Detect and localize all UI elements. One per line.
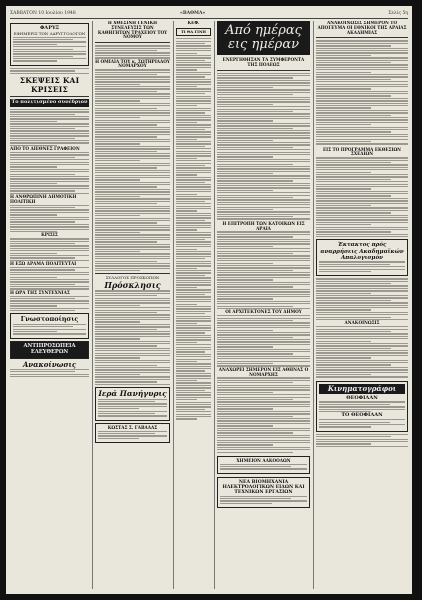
- column-rule: [313, 21, 314, 589]
- article-headline: Το πολιτισμένο συνέδριον: [11, 99, 88, 106]
- cinema-name: ΘΕΟΦΙΛΑΝ: [346, 394, 378, 401]
- box: [176, 28, 211, 36]
- masthead-title: ΦΑΡΥΞ: [39, 25, 60, 31]
- ad-title: Γνωστοποίησις: [20, 315, 79, 324]
- ad-title: Ιερά Πανήγυρις: [98, 388, 167, 398]
- ad-box-dark: [10, 341, 89, 359]
- cinema-box: [316, 381, 408, 432]
- ad-subtitle: Ανακοίνωσις: [22, 359, 77, 369]
- headline: Η ΧΘΕΣΙΝΗ ΓΕΝΙΚΗ ΣΥΝΕΛΕΥΣΙΣ ΤΩΝ ΚΑΘΗΓΗΤΩΝ ΤΡΑΧΕΙΟΥ ΤΟΥ ΝΟΜΟΥ: [97, 21, 168, 40]
- subheading: ΕΙΣ ΤΟ ΠΡΟΓΡΑΜΜΑ ΕΚΘΕΣΙΩΝ ΣΧΕΔΙΩΝ: [322, 146, 402, 157]
- newspaper-page: [6, 6, 412, 594]
- subheading: ΚΡΙΣΙΣ: [41, 232, 58, 238]
- advert-title: ΝΕΑ ΒΙΟΜΗΧΑΝΙΑ ΗΛΕΚΤΡΟΛΟΓΙΚΩΝ ΕΙΔΩΝ ΚΑΙ ΤΕΧΝΙΚΩΝ ΕΡΓΑΣΙΩΝ: [222, 479, 305, 496]
- subheading: Η ΕΠΙΤΡΟΠΗ ΤΩΝ ΚΑΤΟΙΚΩΝ ΕΙΣ ΑΡΑΙΑ: [222, 220, 305, 231]
- masthead-subtitle: ΕΦΗΜΕΡΙΣ ΤΩΝ ΛΑΡΥΓΓΟΛΟΓΩΝ: [13, 30, 86, 36]
- column-1: [10, 21, 89, 589]
- running-head-page: Σελίς 5η: [388, 11, 408, 16]
- headline: ΑΝΑΚΟΙΝΩΣΙΣ ΣΗΜΕΡΟΝ ΤΟ ΑΠΟΓΕΥΜΑ ΟΙ ΕΘΝΙΚΟΙ ΤΗΣ ΑΡΑΙΑΣ ΑΚΑΔΗΜΙΑΣ: [317, 21, 407, 35]
- subheading: ΑΝΑΧΩΡΕΙ ΣΗΜΕΡΟΝ ΕΙΣ ΑΘΗΝΑΣ Ο ΝΟΜΑΡΧΗΣ: [218, 366, 309, 377]
- cinema-section-title: Κινηματογράφοι: [319, 384, 405, 394]
- section-banner: Από ημέρας εις ημέραν: [217, 21, 310, 55]
- subheading: ΑΠΟ ΤΟ ΔΙΕΘΝΕΣ ΓΡΑΦΕΙΟΝ: [10, 146, 80, 152]
- running-head-date: ΣΑΒΒΑΤΟΝ 10 Ιουλίου 1948: [10, 11, 76, 16]
- column-3: [176, 21, 211, 589]
- article-body: [10, 109, 89, 146]
- column-rule: [92, 21, 93, 589]
- section-title: ΣΚΕΨΕΙΣ ΚΑΙ ΚΡΙΣΕΙΣ: [19, 75, 80, 94]
- advert-box: [217, 477, 310, 508]
- ad-box: [95, 387, 170, 421]
- column-rule: [214, 21, 215, 589]
- box-title: ΤΙ ΘΑ ΓΙΝΗ: [180, 28, 207, 34]
- notice-box: [316, 239, 408, 276]
- notice-heading: ΑΝΑΚΟΙΝΩΣΙΣ: [344, 320, 380, 326]
- card-box: [95, 423, 170, 443]
- column-rule: [173, 21, 174, 589]
- subheading: Η ΟΜΙΛΙΑ ΤΟΥ κ. ΣΩΤΗΡΙΑΔΟΥ ΝΟΜΑΡΧΟΥ: [95, 58, 170, 69]
- notice-title: Έκτακτος πρός αναρρήσεις Ακαδημαϊκών Απαλογισμόν: [320, 242, 404, 262]
- headline: ΕΝΕΡΓΗΘΗΣΑΝ ΤΑ ΣΥΜΦΕΡΟΝΤΑ ΤΗΣ ΠΟΛΕΩΣ: [222, 57, 305, 67]
- masthead-box: [10, 23, 89, 66]
- ad-title: ΧΗΜΕΙΟΝ ΑΛΚΟΟΛΩΝ: [236, 457, 291, 463]
- column-4: [217, 21, 310, 589]
- ad-box: [217, 456, 310, 474]
- running-head-title: «ΒΑΘΜΑ»: [180, 11, 206, 16]
- ad-box: [10, 313, 89, 338]
- running-head: [10, 10, 408, 19]
- subheading: ΟΙ ΑΡΧΙΤΕΚΤΟΝΕΣ ΤΟΥ ΔΗΜΟΥ: [225, 309, 302, 315]
- card-name: ΚΩΣΤΑΣ Σ. ΓΑΒΑΛΑΣ: [107, 424, 158, 430]
- cinema-name: ΤΟ ΘΕΟΦΙΛΑΝ: [341, 412, 383, 419]
- notice-title: Πρόσκλησις: [104, 280, 161, 291]
- column-2: [95, 21, 170, 589]
- ad-title: ΑΝΤΙΠΡΟΣΩΠΕΙΑ ΕΛΕΥΘΕΡΩΝ: [23, 342, 76, 355]
- subheading: Η ΑΝΘΡΩΠΙΝΗ ΔΗΜΟΤΙΚΗ ΠΟΛΙΤΙΚΗ: [10, 194, 77, 204]
- column-header: ΚΕΦ.: [187, 21, 200, 25]
- column-5: [316, 21, 408, 589]
- notice-org: ΣΥΛΛΟΓΟΣ ΠΡΟΣΚΟΠΩΝ: [105, 275, 160, 281]
- subheading: Η ΩΡΑ ΤΗΣ ΣΥΝΤΕΧΝΙΑΣ: [10, 289, 70, 295]
- subheading: Η ΕΞΩ ΔΡΑΜΑ ΠΟΛΙΤΕΥΤΑΙ: [10, 261, 77, 267]
